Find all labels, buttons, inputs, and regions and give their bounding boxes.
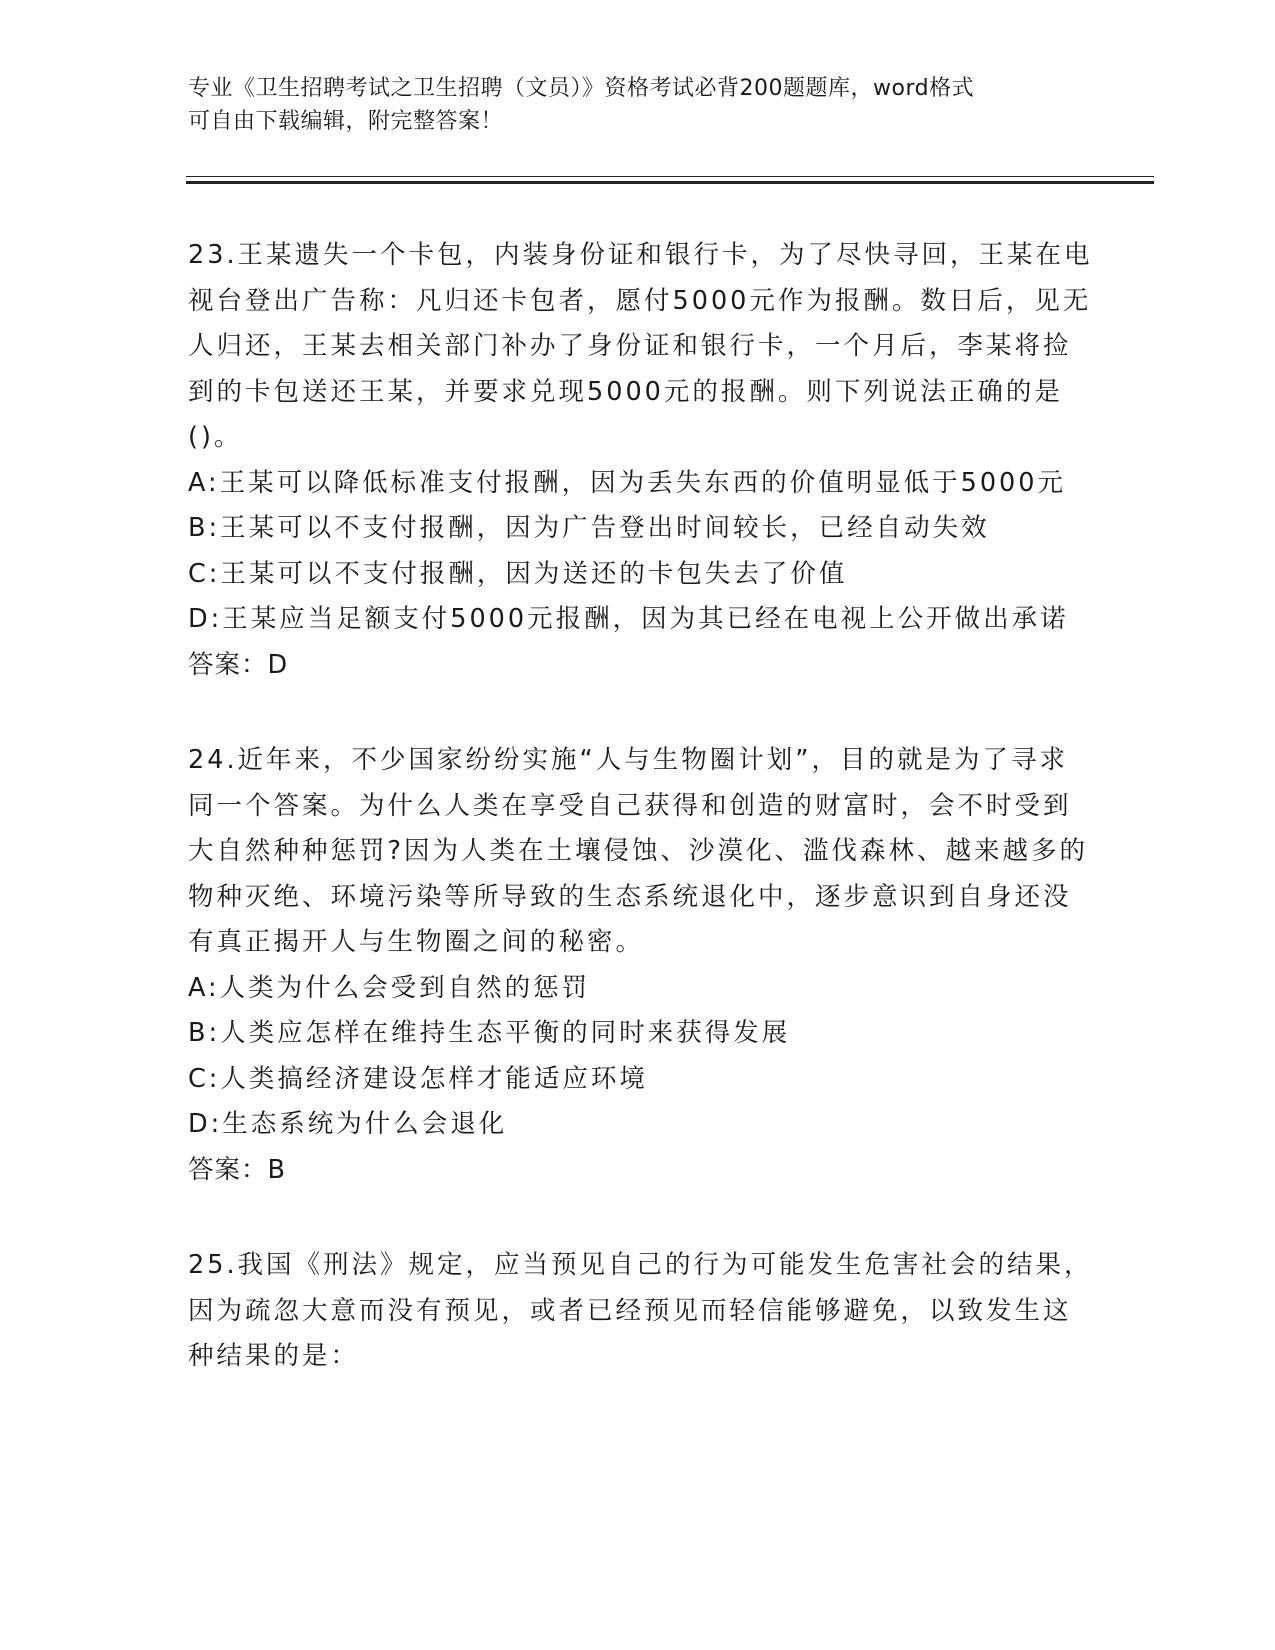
option-a: A:王某可以降低标准支付报酬，因为丢失东西的价值明显低于5000元 xyxy=(188,467,1066,498)
question-23 xyxy=(188,233,1093,688)
question-spacer xyxy=(188,688,1093,738)
option-d: D:王某应当足额支付5000元报酬，因为其已经在电视上公开做出承诺 xyxy=(188,604,1069,634)
question-text: 25.我国《刑法》规定，应当预见自己的行为可能发生危害社会的结果，因为疏忽大意而没有预见，或者已经预见而轻信能够避免，以致发生这种结果的是： xyxy=(188,1250,1093,1371)
option-b: B:人类应怎样在维持生态平衡的同时来获得发展 xyxy=(188,1018,791,1048)
question-24 xyxy=(188,738,1093,1193)
answer: 答案：D xyxy=(188,649,289,680)
option-d: D:生态系统为什么会退化 xyxy=(188,1109,508,1139)
option-a: A:人类为什么会受到自然的惩罚 xyxy=(188,972,591,1003)
document-header xyxy=(188,72,1088,138)
question-text: 24.近年来，不少国家纷纷实施“人与生物圈计划”，目的就是为了寻求同一个答案。为什么人类在享受自己获得和创造的财富时，会不时受到大自然种种惩罚?因为人类在土壤侵蚀、沙漠化、滥伐森林、越来越多的物种灭绝、环境污染等所导致的生态系统退化中，逐步意识到自身还没有真正揭开人与生物圈之间的秘密。 xyxy=(188,745,1089,957)
question-spacer xyxy=(188,1193,1093,1243)
option-b: B:王某可以不支付报酬，因为广告登出时间较长，已经自动失效 xyxy=(188,513,990,543)
header-divider-thin xyxy=(186,176,1154,177)
header-title-line-2: 可自由下载编辑，附完整答案！ xyxy=(188,109,504,134)
question-25 xyxy=(188,1243,1093,1380)
question-text: 23.王某遗失一个卡包，内装身份证和银行卡，为了尽快寻回，王某在电视台登出广告称：凡归还卡包者，愿付5000元作为报酬。数日后，见无人归还，王某去相关部门补办了身份证和银行卡，一个月后，李某将捡到的卡包送还王某，并要求兑现5000元的报酬。则下列说法正确的是()。 xyxy=(188,240,1093,452)
question-list xyxy=(188,233,1093,1380)
header-title-line-1: 专业《卫生招聘考试之卫生招聘（文员）》资格考试必背200题题库，word格式 xyxy=(188,76,975,101)
header-divider-thick xyxy=(186,181,1154,184)
option-c: C:王某可以不支付报酬，因为送还的卡包失去了价值 xyxy=(188,558,848,589)
option-c: C:人类搞经济建设怎样才能适应环境 xyxy=(188,1063,648,1094)
answer: 答案：B xyxy=(188,1154,286,1185)
